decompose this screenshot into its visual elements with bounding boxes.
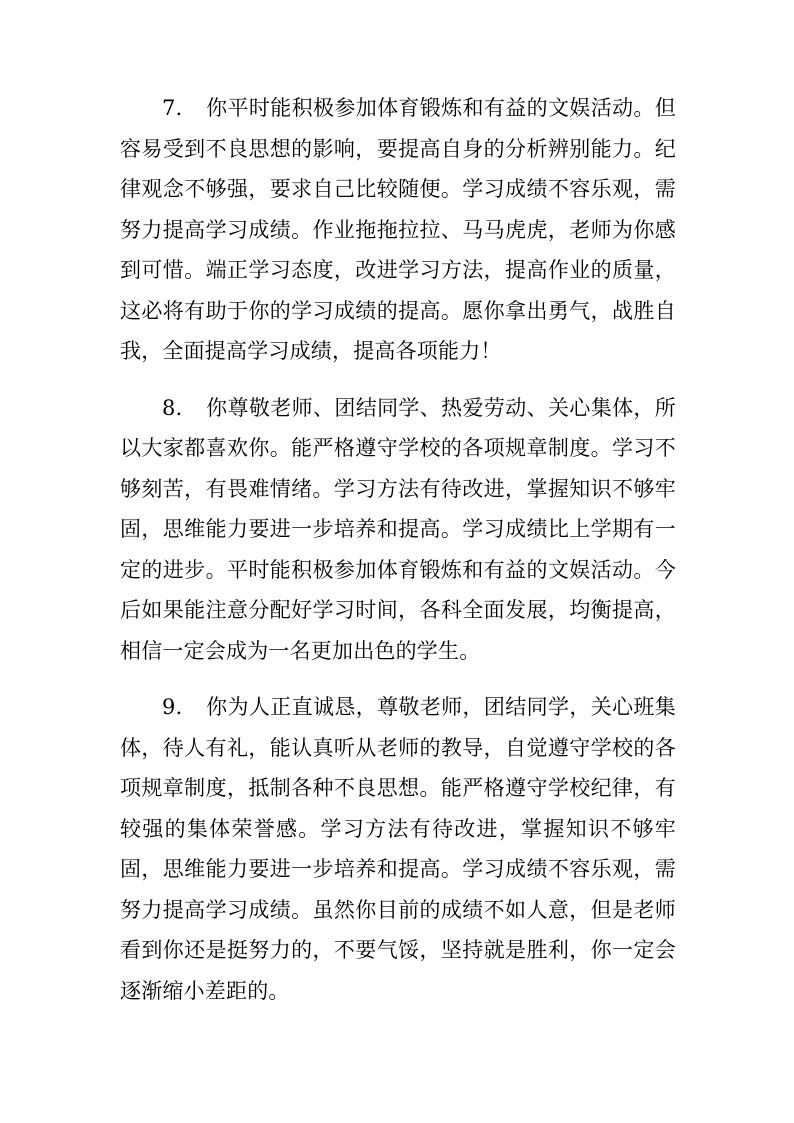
paragraph-text: 你尊敬老师、团结同学、热爱劳动、关心集体，所以大家都喜欢你。能严格遵守学校的各项规章制度。学习不够刻苦，有畏难情绪。学习方法有待改进，掌握知识不够牢固，思维能力要进一步培养和提高。学习成绩比上学期有一定的进步。平时能积极参加体育锻炼和有益的文娱活动。今后如果能注意分配好学习时间，各科全面发展，均衡提高，相信一定会成为一名更加出色的学生。 [120, 395, 676, 663]
comment-paragraph-7 [120, 88, 676, 372]
paragraph-text: 你平时能积极参加体育锻炼和有益的文娱活动。但容易受到不良思想的影响，要提高自身的分析辨别能力。纪律观念不够强，要求自己比较随便。学习成绩不容乐观，需努力提高学习成绩。作业拖拖拉拉、马马虎虎，老师为你感到可惜。端正学习态度，改进学习方法，提高作业的质量，这必将有助于你的学习成绩的提高。愿你拿出勇气，战胜自我，全面提高学习成绩，提高各项能力！ [120, 96, 676, 363]
paragraph-number: 8. [162, 395, 183, 420]
comment-paragraph-9 [120, 687, 676, 1011]
paragraph-number: 9. [162, 695, 183, 719]
paragraph-text: 你为人正直诚恳，尊敬老师，团结同学，关心班集体，待人有礼，能认真听从老师的教导，自觉遵守学校的各项规章制度，抵制各种不良思想。能严格遵守学校纪律，有较强的集体荣誉感。学习方法有待改进，掌握知识不够牢固，思维能力要进一步培养和提高。学习成绩不容乐观，需努力提高学习成绩。虽然你目前的成绩不如人意，但是老师看到你还是挺努力的，不要气馁，坚持就是胜利，你一定会逐渐缩小差距的。 [120, 695, 676, 1003]
document-body [120, 88, 676, 1027]
comment-paragraph-8 [120, 388, 676, 672]
paragraph-number: 7. [162, 96, 183, 120]
